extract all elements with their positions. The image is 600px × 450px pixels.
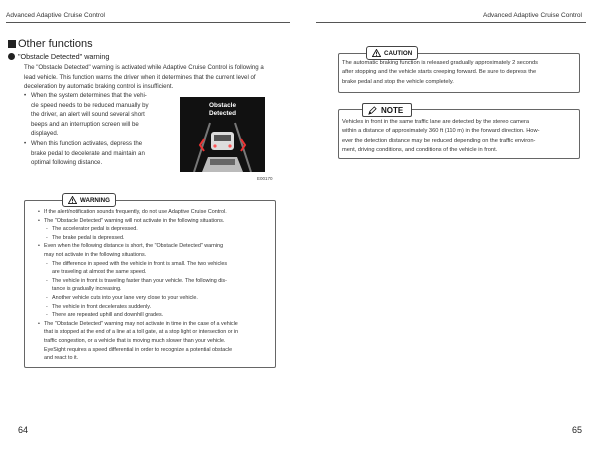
caution-label bbox=[366, 46, 418, 60]
bullet-line: cle speed needs to be reduced manually by bbox=[31, 101, 149, 109]
bullet-line: the driver, an alert will sound several short bbox=[31, 111, 145, 119]
figure-label-line: Detected bbox=[209, 110, 236, 117]
intro-paragraph bbox=[24, 63, 294, 92]
header-rule-left bbox=[6, 22, 290, 23]
section-title: Other functions bbox=[18, 38, 93, 50]
warning-line-text: that is stopped at the end of a line at a toll gate, at a stop light or intersection or in bbox=[44, 329, 239, 336]
dash-mark: - bbox=[46, 260, 48, 267]
dash-mark: - bbox=[46, 312, 48, 319]
warning-label-text: WARNING bbox=[80, 196, 110, 204]
warning-line-text: There are repeated uphill and downhill grades. bbox=[52, 312, 164, 319]
warning-line-text: and react to it. bbox=[44, 355, 79, 362]
subheading-bullet-icon bbox=[8, 53, 15, 60]
page-number-right: 65 bbox=[571, 425, 582, 435]
note-line: Vehicles in front in the same traffic lane are detected by the stereo camera bbox=[342, 119, 530, 125]
section-square-icon bbox=[8, 40, 16, 48]
page-header-left: Advanced Adaptive Cruise Control bbox=[6, 12, 106, 19]
note-label-text: NOTE bbox=[381, 105, 404, 115]
warning-line-text: are traveling at almost the same speed. bbox=[52, 269, 147, 276]
bullet-item bbox=[24, 91, 174, 139]
note-line: ever the detection distance may be reduced depending on the traffic environ- bbox=[342, 137, 536, 144]
header-rule-right bbox=[316, 22, 586, 23]
warning-line-text: If the alert/notification sounds frequently, do not use Adaptive Cruise Control. bbox=[44, 209, 227, 215]
warning-line-text: The accelerator pedal is depressed. bbox=[52, 226, 138, 233]
warning-line-text: The vehicle in front decelerates suddenly. bbox=[52, 303, 152, 310]
bullet-item bbox=[24, 139, 174, 168]
note-line: within a distance of approximately 360 ft (110 m) in the forward direction. How- bbox=[342, 128, 540, 135]
bullet-dot: • bbox=[38, 217, 40, 224]
warning-triangle-icon bbox=[68, 196, 77, 204]
warning-line-text: Even when the following distance is short, the "Obstacle Detected" warning bbox=[44, 243, 224, 250]
pencil-icon bbox=[368, 106, 377, 115]
caution-triangle-icon bbox=[372, 49, 381, 57]
caution-line: after stopping and the vehicle starts creeping forward. Be sure to depress the bbox=[342, 69, 537, 76]
caution-line: brake pedal and stop the vehicle completely. bbox=[342, 78, 454, 85]
caution-text bbox=[342, 59, 538, 87]
warning-line-text: The brake pedal is depressed. bbox=[52, 234, 125, 241]
subheading: "Obstacle Detected" warning bbox=[18, 52, 110, 61]
page-header-right: Advanced Adaptive Cruise Control bbox=[482, 12, 582, 19]
bullet-line: beeps and an interruption screen will be bbox=[31, 120, 139, 128]
bullet-line: optimal following distance. bbox=[31, 159, 103, 167]
dash-mark: - bbox=[46, 295, 48, 301]
warning-line-text: tance is gradually increasing. bbox=[52, 286, 122, 293]
note-text bbox=[342, 118, 539, 156]
figure-label-line: Obstacle bbox=[209, 102, 236, 109]
note-label bbox=[362, 103, 412, 117]
dash-mark: - bbox=[46, 226, 48, 233]
bullet-dot: • bbox=[38, 320, 40, 327]
dash-mark: - bbox=[46, 234, 48, 241]
warning-line-text: The vehicle in front is traveling faster than your vehicle. The following dis- bbox=[52, 277, 227, 284]
warning-line-text: The "Obstacle Detected" warning may not activate in time in the case of a vehicle bbox=[44, 320, 238, 327]
caution-label-text: CAUTION bbox=[384, 49, 413, 57]
intro-line: deceleration by automatic braking control is insufficient. bbox=[24, 83, 174, 91]
obstacle-detected-display-figure bbox=[180, 97, 265, 172]
bullet-dot: • bbox=[38, 209, 40, 215]
intro-line: The "Obstacle Detected" warning is activated while Adaptive Cruise Control is following a bbox=[24, 64, 264, 71]
warning-line-text: EyeSight requires a speed differential in order to recognize a potential obstacle bbox=[44, 346, 233, 353]
intro-line: lead vehicle. This function warns the driver when it determines that the current level of bbox=[24, 73, 256, 81]
car-obstacle-warning-icon bbox=[180, 97, 265, 172]
warning-line-text: The "Obstacle Detected" warning will not activate in the following situations. bbox=[44, 217, 225, 224]
warning-label bbox=[62, 193, 116, 207]
caution-line: The automatic braking function is released gradually approximately 2 seconds bbox=[342, 60, 539, 66]
bullet-dot: • bbox=[24, 140, 27, 147]
bullet-dot: • bbox=[38, 243, 40, 250]
bullet-line: When the system determines that the vehi- bbox=[31, 92, 147, 99]
figure-code: E00170 bbox=[257, 176, 273, 181]
dash-mark: - bbox=[46, 303, 48, 310]
bullet-line: When this function activates, depress the bbox=[31, 140, 143, 147]
bullet-line: brake pedal to decelerate and maintain an bbox=[31, 149, 145, 157]
warning-line-text: Another vehicle cuts into your lane very close to your vehicle. bbox=[52, 295, 198, 301]
note-line: ment, driving conditions, and conditions of the vehicle in front. bbox=[342, 147, 498, 154]
bullet-line: displayed. bbox=[31, 130, 59, 138]
page-number-left: 64 bbox=[18, 425, 29, 435]
bullet-dot: • bbox=[24, 92, 27, 99]
dash-mark: - bbox=[46, 277, 48, 284]
warning-line-text: may not activate in the following situations. bbox=[44, 252, 147, 258]
warning-line-text: traffic congestion, or a vehicle that is moving much slower than your vehicle. bbox=[44, 338, 226, 344]
warning-line-text: The difference in speed with the vehicle in front is small. The two vehicles bbox=[52, 260, 228, 267]
